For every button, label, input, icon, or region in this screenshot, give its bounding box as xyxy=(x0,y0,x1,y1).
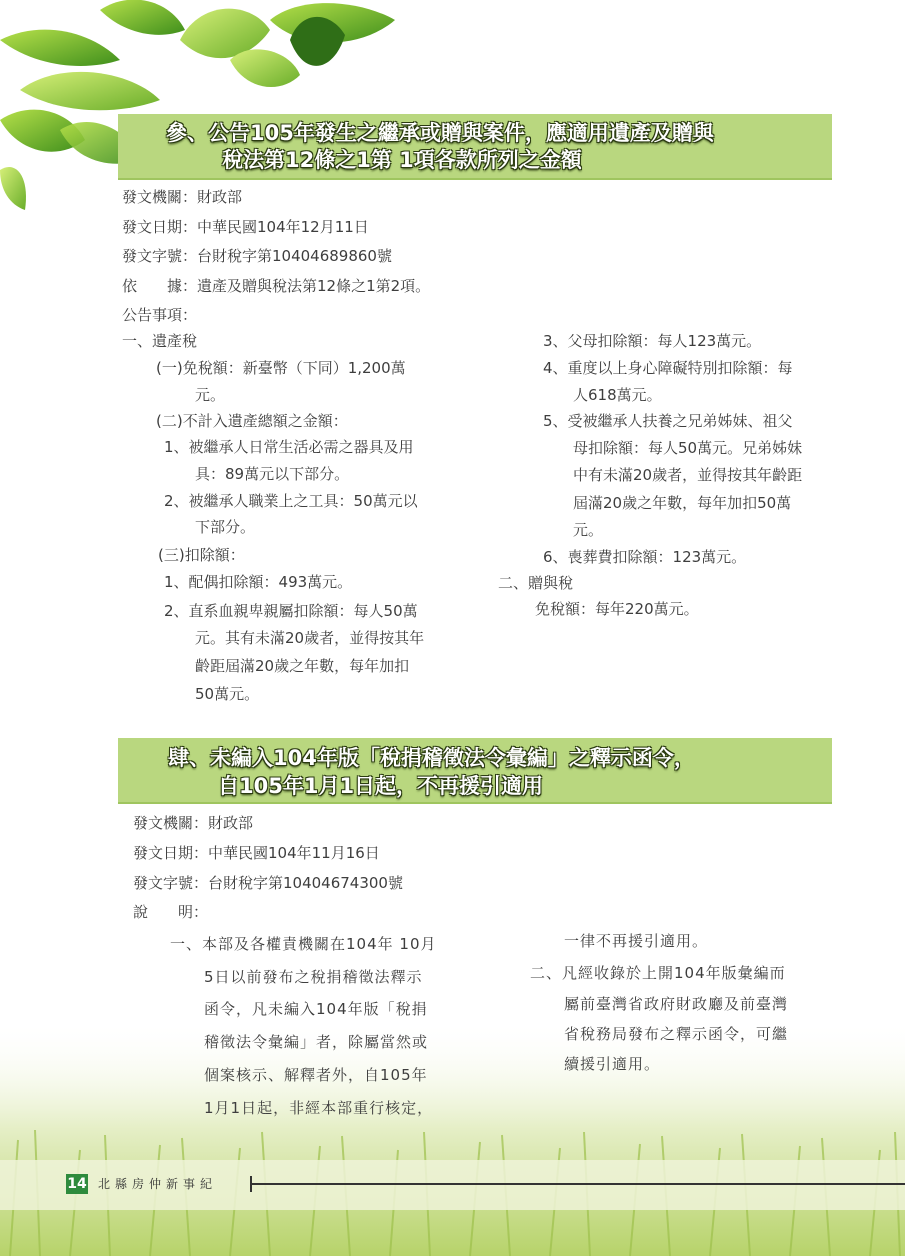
s3-right-line: 5、受被繼承人扶養之兄弟姊妹、祖父 xyxy=(543,412,793,430)
s3-left-line: 具：89萬元以下部分。 xyxy=(195,465,350,483)
section3-issuer: 發文機關：財政部 xyxy=(122,188,243,206)
s4-left-line: 個案核示、解釋者外，自105年 xyxy=(204,1066,428,1084)
grass-background xyxy=(0,1020,905,1256)
s3-left-line: (二)不計入遺產總額之金額： xyxy=(156,412,348,430)
s4-left-line: 一、本部及各權責機關在104年 10月 xyxy=(170,935,437,953)
s3-right-line: 中有未滿20歲者，並得按其年齡距 xyxy=(573,466,803,484)
s4-left-line: 稽徵法令彙編」者，除屬當然或 xyxy=(204,1033,429,1051)
s3-right-line: 人618萬元。 xyxy=(573,386,662,404)
s3-left-line: 一、遺產稅 xyxy=(122,332,198,350)
s4-right-line: 省稅務局發布之釋示函令，可繼 xyxy=(564,1025,789,1043)
s4-left-line: 1月1日起，非經本部重行核定， xyxy=(204,1099,434,1117)
section4-explain-label: 說 明： xyxy=(133,903,209,921)
s3-left-line: (三)扣除額： xyxy=(158,546,245,564)
s3-left-line: 齡距屆滿20歲之年數，每年加扣 xyxy=(195,657,410,675)
section4-banner xyxy=(118,738,832,802)
s3-left-line: 1、配偶扣除額：493萬元。 xyxy=(164,573,353,591)
section4-title-line1: 肆、未編入104年版「稅捐稽徵法令彙編」之釋示函令， xyxy=(168,746,695,770)
section3-title-line1: 參、公告105年發生之繼承或贈與案件，應適用遺產及贈與 xyxy=(166,121,714,145)
section3-title-line2: 稅法第12條之1第 1項各款所列之金額 xyxy=(222,148,582,172)
s3-left-line: 2、被繼承人職業上之工具：50萬元以 xyxy=(164,492,418,510)
s3-left-line: 1、被繼承人日常生活必需之器具及用 xyxy=(164,438,414,456)
s3-left-line: 元。 xyxy=(195,386,226,404)
s4-right-line: 屬前臺灣省政府財政廳及前臺灣 xyxy=(564,995,789,1013)
s3-right-line: 母扣除額：每人50萬元。兄弟姊妹 xyxy=(573,439,803,457)
s3-left-line: (一)免稅額：新臺幣（下同）1,200萬 xyxy=(156,359,406,377)
s3-right-line: 3、父母扣除額：每人123萬元。 xyxy=(543,332,762,350)
section3-banner xyxy=(118,114,832,178)
s4-right-line: 一律不再援引適用。 xyxy=(564,932,709,950)
s3-right-line: 4、重度以上身心障礙特別扣除額：每 xyxy=(543,359,793,377)
s3-left-line: 下部分。 xyxy=(195,518,256,536)
s3-right-line: 二、贈與稅 xyxy=(498,574,574,592)
section3-notice-label: 公告事項： xyxy=(122,306,198,324)
section3-date: 發文日期：中華民國104年12月11日 xyxy=(122,218,369,236)
s3-right-line: 屆滿20歲之年數，每年加扣50萬 xyxy=(573,494,792,512)
section4-date: 發文日期：中華民國104年11月16日 xyxy=(133,844,380,862)
s3-right-line: 元。 xyxy=(573,521,604,539)
s3-left-line: 元。其有未滿20歲者，並得按其年 xyxy=(195,629,425,647)
section4-title-line2: 自105年1月1日起，不再援引適用 xyxy=(218,774,544,798)
section4-issuer: 發文機關：財政部 xyxy=(133,814,254,832)
section4-doc-no: 發文字號：台財稅字第10404674300號 xyxy=(133,874,403,892)
s4-left-line: 函令，凡未編入104年版「稅捐 xyxy=(204,1000,428,1018)
page-number: 14 xyxy=(67,1176,87,1192)
s3-left-line: 2、直系血親卑親屬扣除額：每人50萬 xyxy=(164,602,418,620)
s3-right-line: 免稅額：每年220萬元。 xyxy=(535,600,699,618)
s3-left-line: 50萬元。 xyxy=(195,685,260,703)
publication-name: 北縣房仲新事紀 xyxy=(98,1177,218,1191)
section3-doc-no: 發文字號：台財稅字第10404689860號 xyxy=(122,247,392,265)
footer-rule xyxy=(250,1183,905,1185)
s3-right-line: 6、喪葬費扣除額：123萬元。 xyxy=(543,548,747,566)
section3-basis: 依 據：遺產及贈與稅法第12條之1第2項。 xyxy=(122,277,431,295)
s4-right-line: 二、凡經收錄於上開104年版彙編而 xyxy=(530,964,786,982)
s4-right-line: 續援引適用。 xyxy=(564,1055,661,1073)
s4-left-line: 5日以前發布之稅捐稽徵法釋示 xyxy=(204,968,423,986)
